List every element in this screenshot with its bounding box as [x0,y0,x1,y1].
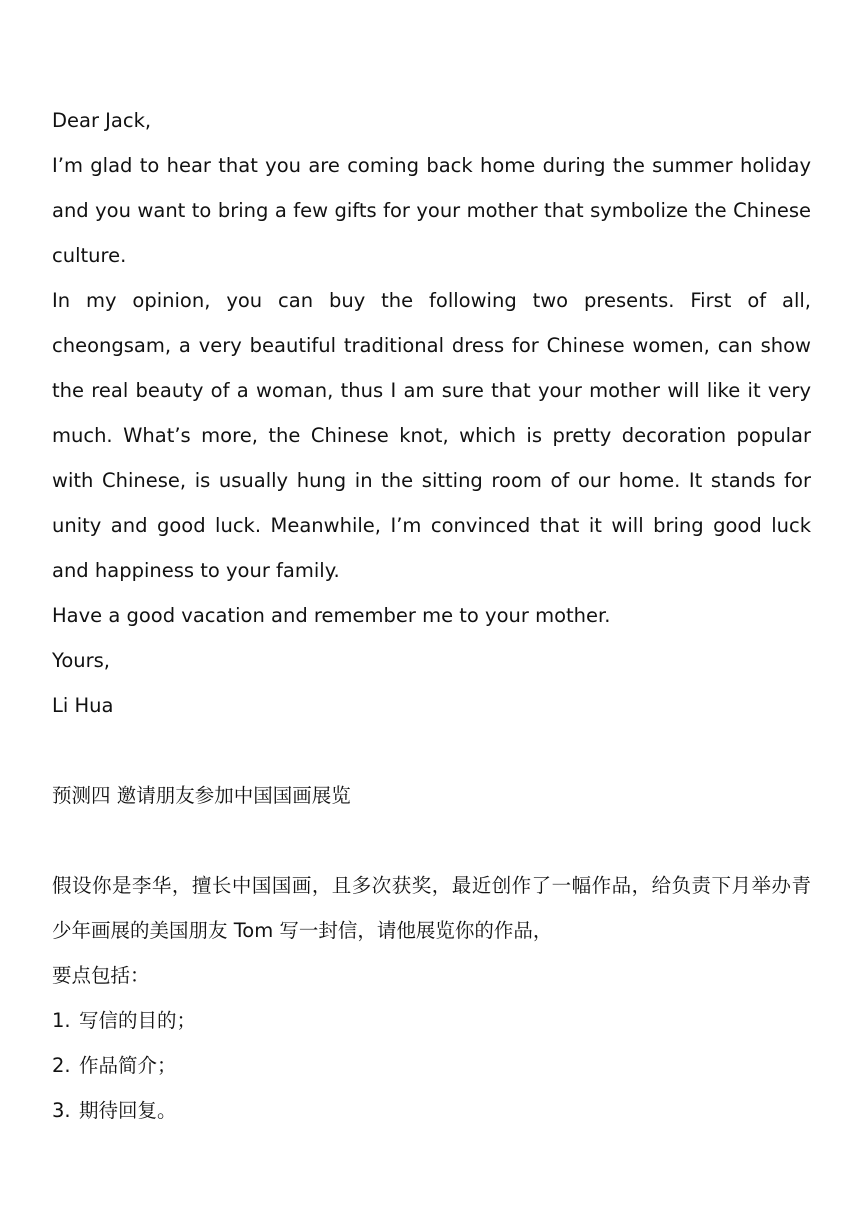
task-point-number: 1. [52,1009,71,1032]
task-point [52,1088,811,1133]
section-gap [52,818,811,863]
section-gap [52,728,811,773]
document-page [52,98,811,1133]
task-points-label: 要点包括： [52,964,150,987]
task-heading: 预测四 邀请朋友参加中国国画展览 [52,784,351,807]
task-prompt: 假设你是李华，擅长中国国画，且多次获奖，最近创作了一幅作品，给负责下月举办青少年画展的美国朋友 Tom 写一封信，请他展览你的作品， [52,874,811,942]
letter-closing-line: Have a good vacation and remember me to your mother. [52,604,611,627]
letter-paragraph-1: I’m glad to hear that you are coming back home during the summer holiday and you want to bring a few gifts for your mother that symbolize the Chinese culture. [52,154,811,267]
task-point-text: 写信的目的； [79,1009,197,1032]
letter-greeting: Dear Jack, [52,109,152,132]
task-point [52,998,811,1043]
task-point-number: 3. [52,1099,71,1122]
letter-paragraph-2: In my opinion, you can buy the following two presents. First of all, cheongsam, a very beautiful traditional dress for Chinese women, can show the real beauty of a woman, thus I am sure that your mother will like it very much. What’s more, the Chinese knot, which is pretty decoration popular with Chinese, is usually hung in the sitting room of our home. It stands for unity and good luck. Meanwhile, I’m convinced that it will bring good luck and happiness to your family. [52,289,811,582]
task-point-text: 期待回复。 [79,1099,177,1122]
task-point [52,1043,811,1088]
task-point-number: 2. [52,1054,71,1077]
letter-signature: Li Hua [52,694,114,717]
letter-signoff: Yours, [52,649,110,672]
task-point-text: 作品简介； [79,1054,177,1077]
